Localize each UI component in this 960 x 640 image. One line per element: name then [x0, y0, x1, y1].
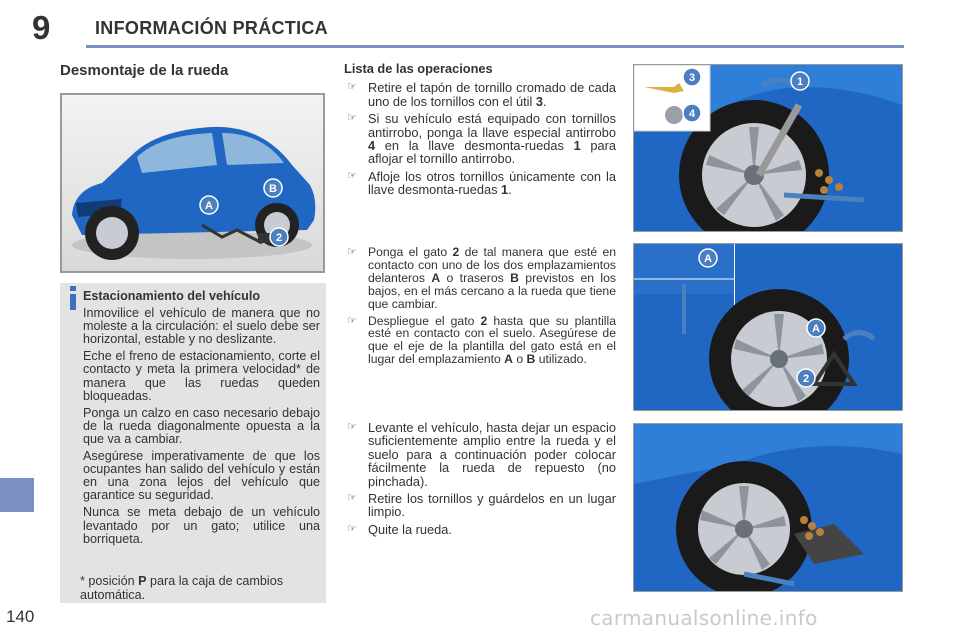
pointer-icon: ☞	[347, 492, 357, 505]
badge-3	[683, 68, 701, 86]
svg-text:A: A	[704, 253, 712, 265]
jack-placement-illustration	[633, 243, 903, 411]
pointer-icon: ☞	[347, 169, 357, 182]
svg-text:3: 3	[688, 72, 696, 84]
svg-text:1: 1	[796, 76, 804, 88]
operation-item: ☞ Retire el tapón de tornillo cromado de cada uno de los tornillos con el útil 3.	[347, 80, 616, 109]
car-drawing	[62, 95, 323, 271]
pointer-icon: ☞	[347, 112, 357, 125]
info-paragraph: Inmovilice el vehículo de manera que no moleste a la circulación: el suelo debe ser horizontal, estable y no deslizante.	[83, 306, 320, 347]
footnote-text: * posición	[80, 574, 139, 588]
operation-item: ☞ Quite la rueda.	[347, 521, 452, 537]
footnote	[80, 575, 320, 602]
header-rule	[86, 45, 904, 48]
svg-text:A: A	[205, 200, 213, 212]
operation-item: ☞ Ponga el gato 2 de tal manera que esté en contacto con uno de los dos emplazamientos delanteros A o traseros B previstos en los bajos, en el más cercano a la rueda que tiene que cambiar.	[347, 245, 616, 311]
info-icon	[68, 286, 78, 310]
info-text	[83, 290, 320, 550]
wheel-bolts-illustration	[633, 64, 903, 232]
svg-text:B: B	[269, 183, 277, 195]
pointer-icon: ☞	[347, 314, 357, 327]
pointer-icon: ☞	[347, 522, 357, 535]
badge-a	[200, 196, 218, 214]
badge-2	[270, 228, 288, 246]
badge-a-detail	[699, 249, 717, 267]
operation-item: ☞ Retire los tornillos y guárdelos en un lugar limpio.	[347, 491, 616, 520]
pointer-icon: ☞	[347, 421, 357, 433]
chapter-title: INFORMACIÓN PRÁCTICA	[95, 18, 328, 38]
info-paragraph: Ponga un calzo en caso necesario debajo de la rueda diagonalmente opuesta a la que va a cambiar.	[83, 405, 320, 446]
info-paragraph: Eche el freno de estacionamiento, corte el contacto y meta la primera velocidad* de manera que las ruedas queden bloqueadas.	[83, 349, 320, 403]
svg-text:A: A	[812, 323, 820, 335]
operation-item: ☞ Si su vehículo está equipado con tornillos antirrobo, ponga la llave especial antirrobo 4 en la llave desmonta-ruedas 1 para aflojar el tornillo antirrobo.	[347, 111, 616, 167]
badge-1	[791, 72, 809, 90]
watermark: carmanualsonline.info	[590, 606, 818, 630]
page-number: 140	[6, 607, 35, 626]
badge-2	[797, 369, 815, 387]
operations-group-2	[344, 246, 616, 370]
svg-text:4: 4	[688, 108, 696, 120]
badge-a	[807, 319, 825, 337]
chapter-tab	[0, 478, 34, 512]
chapter-number: 9	[32, 9, 51, 46]
footnote-bold: P	[138, 574, 147, 588]
section-title: Desmontaje de la rueda	[60, 62, 229, 79]
wheel-removal-illustration	[633, 423, 903, 592]
info-title: Estacionamiento del vehículo	[83, 289, 261, 303]
car-illustration	[60, 93, 325, 273]
pointer-icon: ☞	[347, 81, 357, 94]
operation-item: ☞ Afloje los otros tornillos únicamente con la llave desmonta-ruedas 1.	[347, 168, 616, 198]
info-paragraph: Nunca se meta debajo de un vehículo levantado por un gato; utilice una borriqueta.	[83, 505, 320, 546]
operations-heading: Lista de las operaciones	[344, 61, 493, 76]
operation-item: ☞ Despliegue el gato 2 hasta que su plantilla esté en contacto con el suelo. Asegúrese de que el eje de la plantilla del gato está en el lugar del emplazamiento A o B utilizado.	[347, 313, 616, 367]
badge-b	[264, 179, 282, 197]
footnote-text: para la caja de cambios automática.	[80, 574, 284, 602]
pointer-icon: ☞	[347, 246, 357, 258]
info-paragraph: Asegúrese imperativamente de que los ocupantes han salido del vehículo y están en una zona lejos del vehículo que garantice su seguridad.	[83, 449, 320, 503]
operations-group-3	[344, 421, 616, 540]
operation-item: ☞ Levante el vehículo, hasta dejar un espacio suficientemente amplio entre la rueda y el suelo para a continuación poder colocar fácilmente la rueda de repuesto (no pinchada).	[347, 420, 616, 489]
badge-4	[683, 104, 701, 122]
svg-text:2: 2	[802, 373, 810, 385]
svg-text:2: 2	[275, 232, 283, 244]
operations-group-1	[344, 62, 616, 201]
